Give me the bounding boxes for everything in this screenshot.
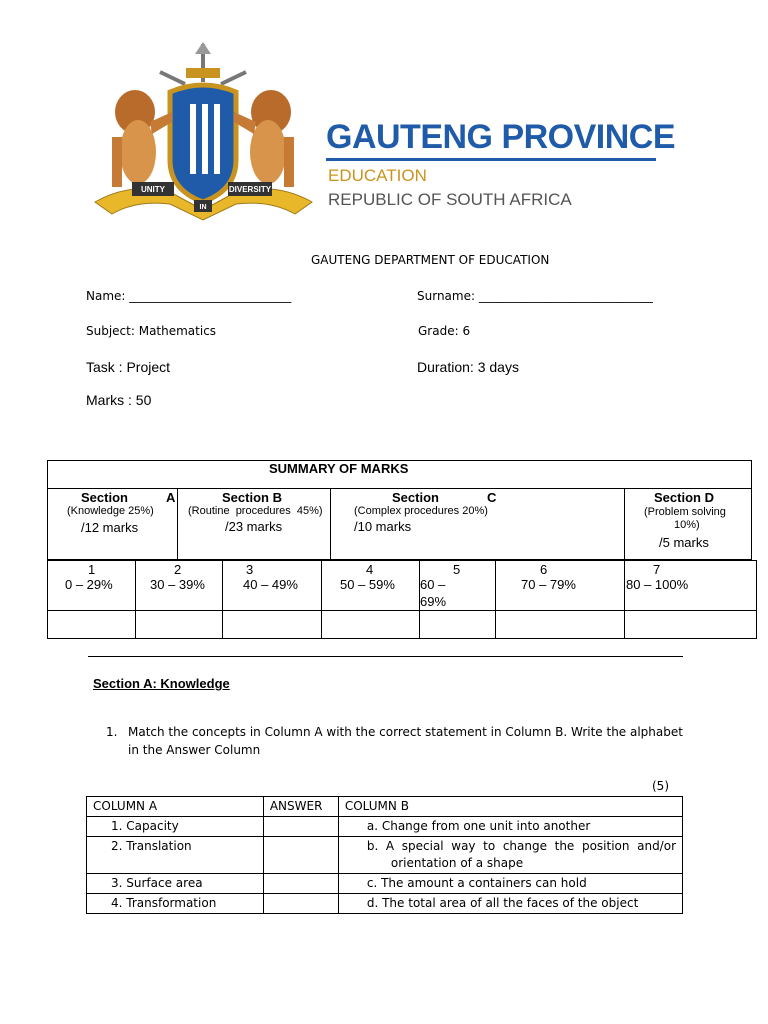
level-1-entry[interactable] <box>47 610 136 639</box>
marks-text: Marks : 50 <box>86 392 152 408</box>
level-4-range: 50 – 59% <box>340 577 395 592</box>
answer-header: ANSWER <box>263 797 338 817</box>
logo-subtitle-country: REPUBLIC OF SOUTH AFRICA <box>328 190 572 209</box>
section-d-desc-2: 10%) <box>674 519 700 531</box>
coat-of-arms-logo <box>90 42 320 222</box>
table-row <box>87 837 683 874</box>
section-a-heading: Section A: Knowledge <box>93 676 230 691</box>
answer-cell[interactable] <box>263 894 338 914</box>
logo-subtitle-education: EDUCATION <box>328 166 427 185</box>
level-4-entry[interactable] <box>321 610 420 639</box>
level-2-number: 2 <box>174 562 182 577</box>
department-title: GAUTENG DEPARTMENT OF EDUCATION <box>311 253 550 267</box>
level-3-range: 40 – 49% <box>243 577 298 592</box>
level-6-range: 70 – 79% <box>521 577 576 592</box>
logo-divider <box>326 158 656 161</box>
motto-in: IN <box>199 204 207 211</box>
level-7-entry[interactable] <box>624 610 757 639</box>
column-b-item-line-2: orientation of a shape <box>390 856 524 870</box>
column-b-item: c. The amount a containers can hold <box>338 874 682 894</box>
surname-field[interactable] <box>417 289 653 303</box>
logo-title: GAUTENG PROVINCE <box>326 118 676 156</box>
section-b-label: Section B <box>222 490 282 505</box>
task-text: Task : Project <box>86 359 171 375</box>
section-b-marks: /23 marks <box>225 519 283 534</box>
section-c-label: Section <box>392 490 439 505</box>
column-a-item: 4. Transformation <box>87 894 264 914</box>
grade-text: Grade: 6 <box>418 324 471 338</box>
column-a-item: 2. Translation <box>87 837 264 874</box>
surname-blank: _____________________________ <box>478 289 653 303</box>
subject-text: Subject: Mathematics <box>86 324 217 338</box>
match-columns-table <box>86 796 683 914</box>
level-3-number: 3 <box>246 562 254 577</box>
section-divider <box>88 656 683 657</box>
table-row <box>87 894 683 914</box>
level-7-range: 80 – 100% <box>626 577 689 592</box>
section-d-marks: /5 marks <box>659 535 709 550</box>
name-blank: ___________________________ <box>129 289 292 303</box>
section-b-desc: (Routine procedures 45%) <box>188 505 323 517</box>
table-row <box>87 817 683 837</box>
section-c-desc: (Complex procedures 20%) <box>354 505 488 517</box>
section-c-marks: /10 marks <box>354 519 412 534</box>
column-a-header: COLUMN A <box>87 797 264 817</box>
level-5-range-2: 69% <box>420 594 447 609</box>
section-d-label: Section D <box>654 490 714 505</box>
level-4-number: 4 <box>366 562 374 577</box>
summary-title: SUMMARY OF MARKS <box>269 461 409 476</box>
table-header-row <box>87 797 683 817</box>
level-5-number: 5 <box>453 562 461 577</box>
level-6-number: 6 <box>540 562 548 577</box>
section-a-label: Section <box>81 490 128 505</box>
surname-label: Surname: <box>417 289 476 303</box>
question-1-number: 1. <box>106 725 118 739</box>
duration-text: Duration: 3 days <box>417 359 519 375</box>
answer-cell[interactable] <box>263 874 338 894</box>
question-1-line-1: Match the concepts in Column A with the correct statement in Column B. Write the alphabet <box>128 725 683 739</box>
table-row <box>87 874 683 894</box>
column-a-item: 1. Capacity <box>87 817 264 837</box>
motto-unity: UNITY <box>141 185 165 194</box>
answer-cell[interactable] <box>263 817 338 837</box>
column-b-item: d. The total area of all the faces of the object <box>338 894 682 914</box>
question-1-marks: (5) <box>652 779 669 793</box>
level-1-range: 0 – 29% <box>65 577 113 592</box>
section-a-letter: A <box>166 490 176 505</box>
level-6-entry[interactable] <box>495 610 625 639</box>
level-5-entry[interactable] <box>419 610 496 639</box>
section-a-marks: /12 marks <box>81 520 139 535</box>
question-1-line-2: in the Answer Column <box>128 743 261 757</box>
column-b-header: COLUMN B <box>338 797 682 817</box>
column-b-item: a. Change from one unit into another <box>338 817 682 837</box>
section-d-desc-1: (Problem solving <box>644 506 726 518</box>
section-a-desc: (Knowledge 25%) <box>67 505 154 517</box>
level-5-range-1: 60 – <box>420 577 446 592</box>
level-7-number: 7 <box>653 562 661 577</box>
name-field[interactable] <box>86 289 291 303</box>
name-label: Name: <box>86 289 126 303</box>
column-a-item: 3. Surface area <box>87 874 264 894</box>
level-1-number: 1 <box>88 562 96 577</box>
column-b-item <box>338 837 682 874</box>
level-2-entry[interactable] <box>135 610 223 639</box>
level-2-range: 30 – 39% <box>150 577 205 592</box>
column-b-item-line-1: b. A special way to change the position and/or <box>366 839 676 853</box>
motto-diversity: DIVERSITY <box>228 185 272 194</box>
answer-cell[interactable] <box>263 837 338 874</box>
level-3-entry[interactable] <box>222 610 322 639</box>
section-c-letter: C <box>487 490 497 505</box>
